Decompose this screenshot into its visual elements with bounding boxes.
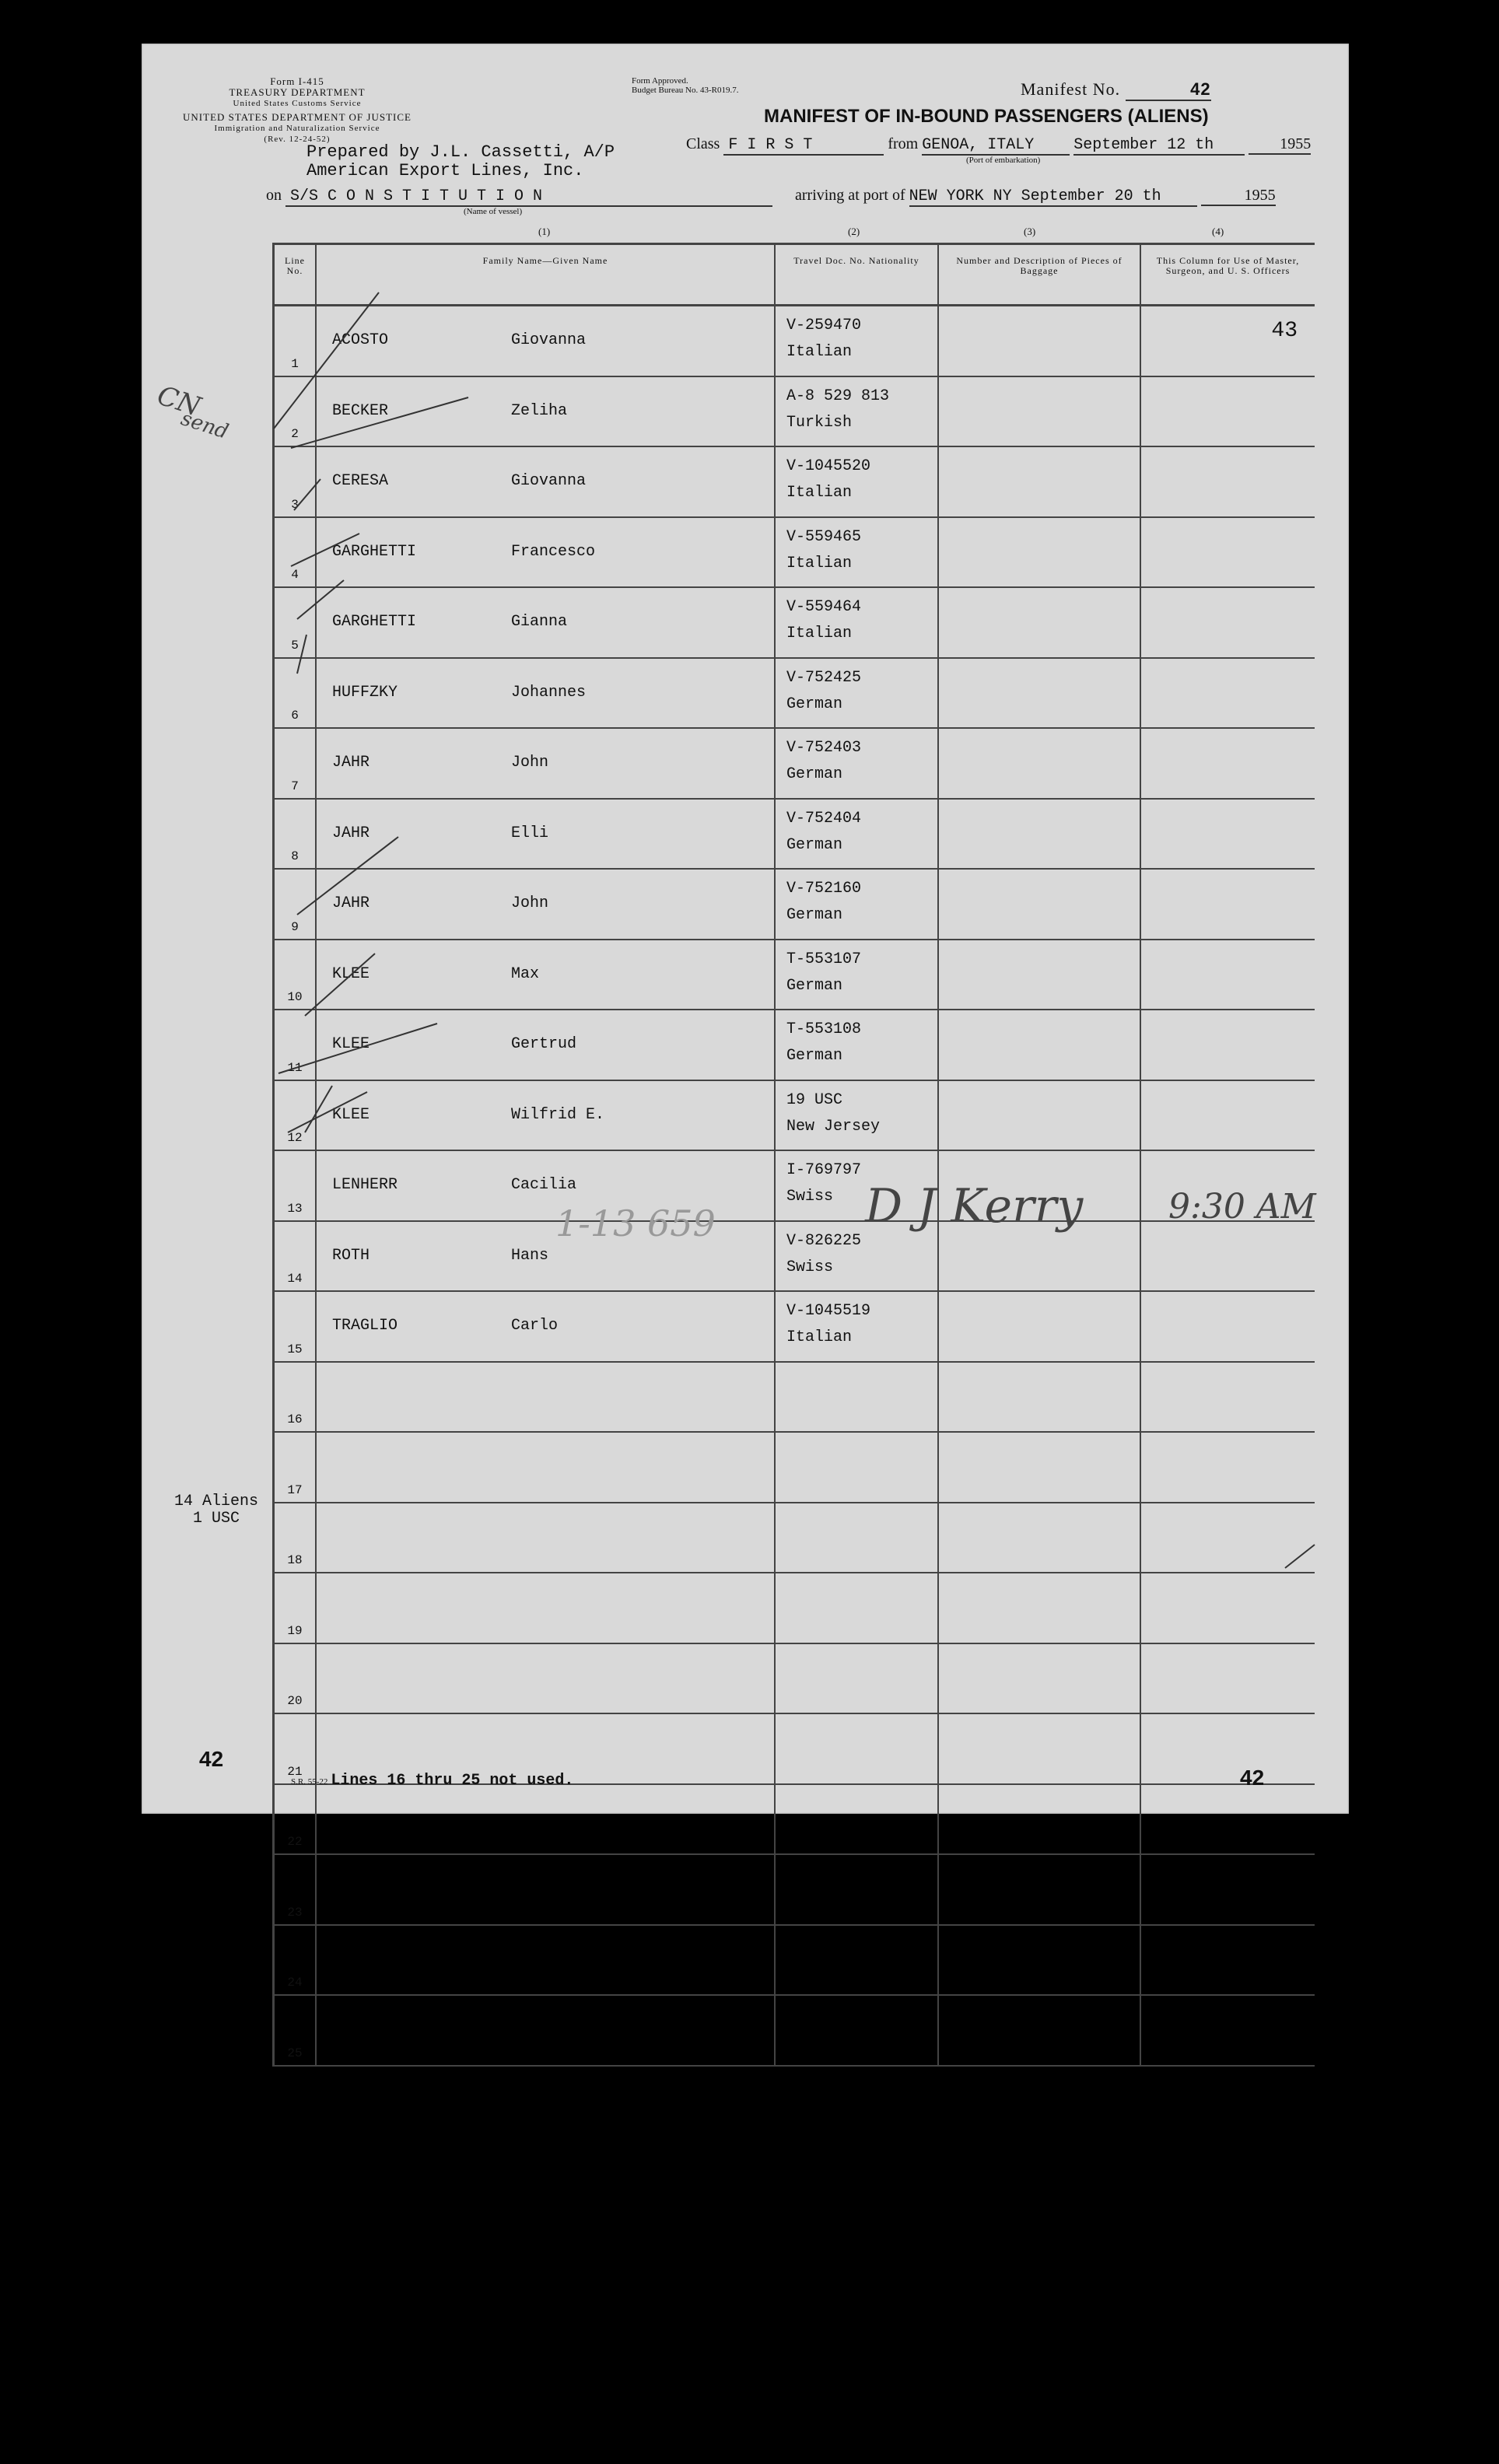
line-number: 11 (287, 1060, 303, 1075)
from-label: from (888, 135, 919, 152)
col-officers-use: This Column for Use of Master, Surgeon, and U. S. Officers (1140, 244, 1315, 306)
family-name: JAHR (332, 754, 370, 772)
travel-doc-number: V-752404 (786, 809, 862, 828)
baggage-cell (938, 1995, 1140, 2066)
nationality: German (786, 1047, 843, 1065)
manifest-title: MANIFEST OF IN-BOUND PASSENGERS (ALIENS) (764, 106, 1209, 127)
given-name: Cacilia (511, 1176, 577, 1194)
line-number: 3 (291, 497, 299, 512)
line-number: 16 (287, 1412, 303, 1426)
travel-doc-number: V-1045519 (786, 1302, 871, 1320)
footer-note (291, 1772, 573, 1790)
travel-doc-number: V-559464 (786, 598, 862, 616)
company-name: American Export Lines, Inc. (306, 161, 584, 180)
line-number: 22 (287, 1835, 303, 1849)
given-name: Giovanna (511, 331, 587, 349)
manifest-no-value: 42 (1126, 79, 1211, 101)
form-number: Form I-415 (270, 75, 324, 87)
travel-doc-number: A-8 529 813 (786, 387, 890, 405)
line-number: 13 (287, 1201, 303, 1216)
line-number: 21 (287, 1764, 303, 1779)
line-number: 12 (287, 1131, 303, 1145)
manifest-no-label: Manifest No. (1021, 79, 1121, 99)
travel-doc-number: V-752425 (786, 668, 862, 687)
arrival-port-date: NEW YORK NY September 20 th (909, 187, 1197, 207)
family-name: ROTH (332, 1246, 370, 1265)
line-number: 5 (291, 638, 299, 653)
line-number: 8 (291, 849, 299, 863)
line-number: 18 (287, 1553, 303, 1567)
baggage-cell (938, 1854, 1140, 1925)
port-of-embarkation: GENOA, ITALY (922, 136, 1070, 156)
nationality: Italian (786, 554, 853, 572)
officers-use-cell (1140, 1854, 1315, 1925)
family-name: HUFFZKY (332, 683, 398, 702)
nationality: Swiss (786, 1258, 834, 1276)
unused-lines-note: Lines 16 thru 25 not used. (331, 1772, 574, 1790)
line-number: 20 (287, 1694, 303, 1708)
officer-signature: D J Kerry (865, 1179, 1084, 1234)
travel-doc-number: 19 USC (786, 1090, 843, 1109)
manifest-sheet (142, 44, 1349, 2060)
table-row (274, 1995, 1315, 2066)
name-cell (316, 1995, 775, 2066)
prepared-by: Prepared by J.L. Cassetti, A/P (306, 142, 615, 162)
family-name: LENHERR (332, 1176, 398, 1194)
revision-date: (Rev. 12-24-52) (264, 135, 331, 144)
travel-doc-number: T-553107 (786, 950, 862, 968)
family-name: CERESA (332, 472, 389, 490)
nationality: German (786, 906, 843, 924)
given-name: Max (511, 964, 540, 983)
margin-annotation-cn: CN (153, 380, 205, 423)
name-cell (316, 1925, 775, 1996)
line-number: 1 (291, 356, 299, 371)
line-number: 4 (291, 568, 299, 582)
travel-doc-number: V-826225 (786, 1231, 862, 1250)
line-number: 7 (291, 779, 299, 793)
col-line-no: Line No. (274, 244, 317, 306)
line-number: 17 (287, 1482, 303, 1497)
nationality: German (786, 765, 843, 783)
arrival-year: 1955 (1201, 187, 1276, 206)
col-num-4: (4) (1212, 226, 1224, 237)
line-number-cell (274, 1995, 317, 2066)
given-name: Hans (511, 1246, 549, 1265)
arriving-label: arriving at port of (795, 187, 905, 204)
travel-doc-number: V-1045520 (786, 457, 871, 475)
col-num-3: (3) (1024, 226, 1036, 237)
family-name: JAHR (332, 894, 370, 912)
family-name: GARGHETTI (332, 613, 417, 631)
nationality: German (786, 835, 843, 854)
line-number: 2 (291, 427, 299, 441)
line-number-cell (274, 1925, 317, 1996)
col-travel-doc: Travel Doc. No. Nationality (775, 244, 938, 306)
travel-doc-number: T-553108 (786, 1020, 862, 1038)
line-number: 15 (287, 1342, 303, 1356)
immigration-service: Immigration and Naturalization Service (214, 124, 380, 133)
class-value: F I R S T (723, 136, 884, 156)
nationality: Swiss (786, 1188, 834, 1206)
departure-year: 1955 (1249, 135, 1311, 155)
check-marks (142, 44, 1349, 1814)
given-name: Wilfrid E. (511, 1105, 605, 1124)
page-number-right: 42 (1240, 1766, 1265, 1790)
page-number-left: 42 (199, 1747, 224, 1771)
travel-doc-number: V-752403 (786, 739, 862, 757)
officers-use-cell (1140, 1995, 1315, 2066)
line-number: 6 (291, 709, 299, 723)
margin-annotation-send: send (177, 407, 232, 444)
nationality: Turkish (786, 413, 853, 432)
line-number: 19 (287, 1623, 303, 1638)
on-label: on (266, 187, 282, 204)
nationality: German (786, 695, 843, 713)
baggage-cell (938, 1925, 1140, 1996)
given-name: John (511, 894, 549, 912)
justice-dept: UNITED STATES DEPARTMENT OF JUSTICE (183, 111, 412, 123)
given-name: Giovanna (511, 472, 587, 490)
nationality: Italian (786, 484, 853, 502)
family-name: GARGHETTI (332, 542, 417, 561)
travel-doc-number: V-559465 (786, 527, 862, 546)
col-num-2: (2) (848, 226, 860, 237)
family-name: TRAGLIO (332, 1317, 398, 1335)
port-embark-caption: (Port of embarkation) (966, 156, 1041, 165)
family-name: JAHR (332, 824, 370, 842)
nationality: German (786, 976, 843, 995)
customs-service: United States Customs Service (233, 99, 362, 108)
name-cell (316, 1854, 775, 1925)
officers-use-cell (1140, 1925, 1315, 1996)
travel-doc-cell (775, 1854, 938, 1925)
family-name: ACOSTO (332, 331, 389, 349)
given-name: Zeliha (511, 401, 568, 420)
col-num-1: (1) (538, 226, 551, 237)
form-code: S.R. 55-22 (291, 1777, 328, 1787)
given-name: Elli (511, 824, 549, 842)
treasury-dept: TREASURY DEPARTMENT (229, 86, 366, 98)
col-name: Family Name—Given Name (316, 244, 775, 306)
nationality: Italian (786, 625, 853, 642)
line-number: 23 (287, 1905, 303, 1920)
travel-doc-cell (775, 1925, 938, 1996)
line-number: 9 (291, 919, 299, 934)
nationality: Italian (786, 1328, 853, 1346)
form-approved-text: Form Approved. (632, 76, 688, 86)
family-name: KLEE (332, 964, 370, 983)
line-number: 14 (287, 1272, 303, 1286)
col-baggage: Number and Description of Pieces of Baggage (938, 244, 1140, 306)
nationality: New Jersey (786, 1117, 881, 1136)
travel-doc-number: V-752160 (786, 880, 862, 898)
travel-doc-cell (775, 1995, 938, 2066)
given-name: Francesco (511, 542, 596, 561)
faint-stamp: 1-13 659 (555, 1202, 716, 1244)
line-number: 24 (287, 1976, 303, 1990)
table-row (274, 1854, 1315, 1925)
usc-count: 1 USC (193, 1510, 240, 1528)
given-name: Gianna (511, 613, 568, 631)
budget-bureau-text: Budget Bureau No. 43-R019.7. (632, 86, 739, 95)
given-name: Carlo (511, 1317, 559, 1335)
officer-mark: 43 (1271, 319, 1298, 343)
vessel-caption: (Name of vessel) (464, 207, 523, 216)
travel-doc-number: V-259470 (786, 317, 862, 334)
line-number: 25 (287, 2046, 303, 2060)
table-row (274, 1925, 1315, 1996)
inspection-time: 9:30 AM (1168, 1187, 1316, 1227)
given-name: Johannes (511, 683, 587, 702)
family-name: KLEE (332, 1105, 370, 1124)
given-name: Gertrud (511, 1035, 577, 1053)
vessel-name: S/S C O N S T I T U T I O N (285, 187, 772, 207)
alien-count: 14 Aliens (174, 1493, 259, 1510)
departure-date: September 12 th (1073, 136, 1245, 156)
line-number: 10 (287, 990, 303, 1004)
family-name: KLEE (332, 1035, 370, 1053)
class-label: Class (686, 135, 720, 152)
travel-doc-number: I-769797 (786, 1161, 862, 1179)
nationality: Italian (786, 343, 853, 361)
line-number-cell (274, 1854, 317, 1925)
given-name: John (511, 754, 549, 772)
family-name: BECKER (332, 401, 389, 420)
